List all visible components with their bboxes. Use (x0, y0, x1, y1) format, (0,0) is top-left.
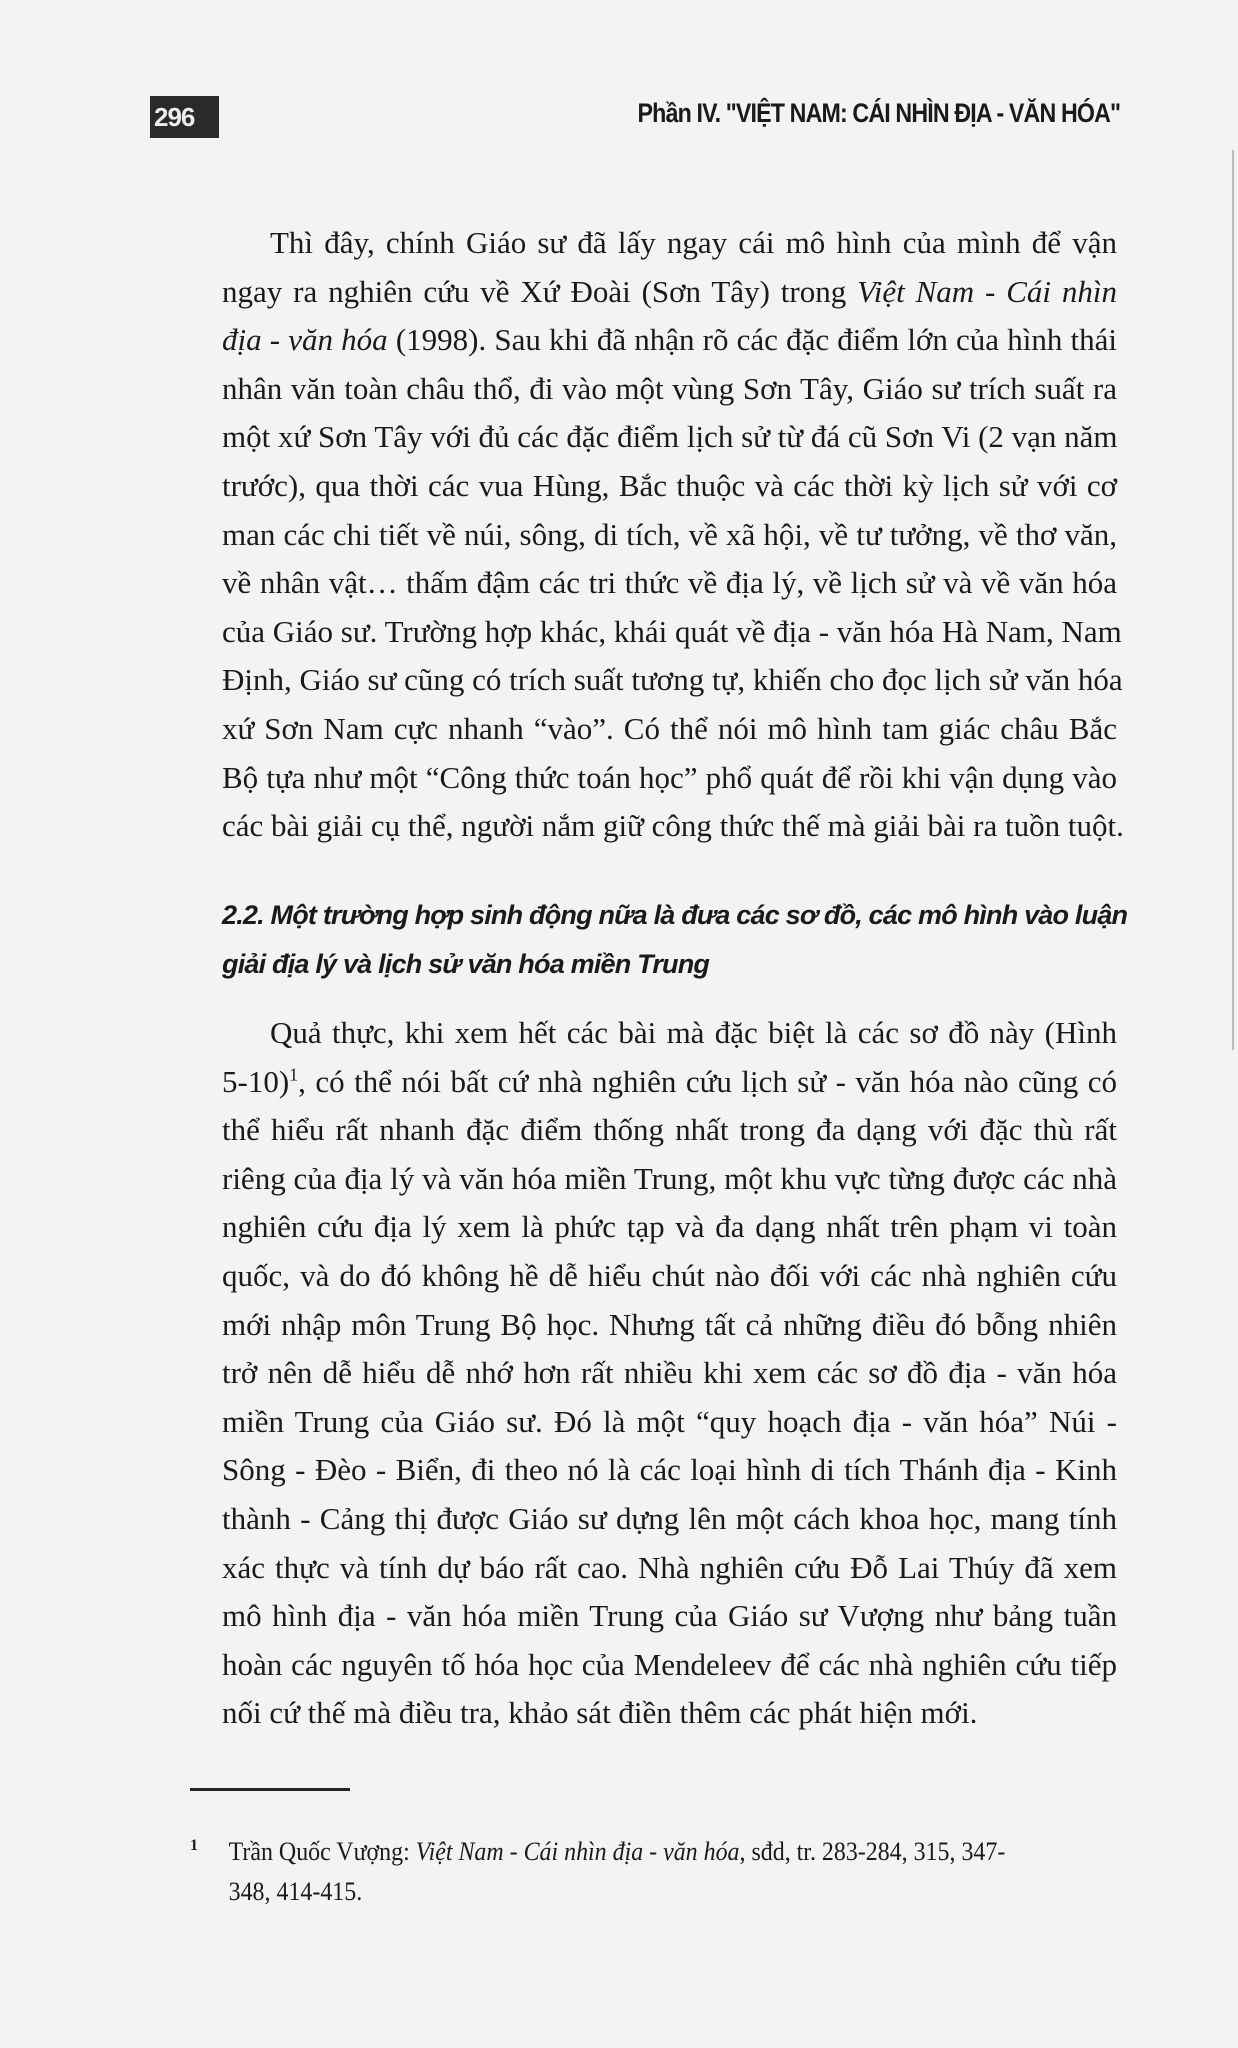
footnote-ref: , sđd, tr. 283-284, 315, 347- (739, 1837, 1006, 1866)
text-line (222, 940, 1117, 989)
text-segment: một xứ Sơn Tây với đủ các đặc điểm lịch sử từ đá cũ Sơn Vi (2 vạn năm (222, 419, 1118, 455)
text-line (222, 559, 1117, 608)
text-segment: địa - văn hóa (222, 322, 388, 358)
text-segment: hoàn các nguyên tố hóa học của Mendeleev để các nhà nghiên cứu tiếp (222, 1646, 1117, 1682)
text-segment: xứ Sơn Nam cực nhanh “vào”. Có thể nói mô hình tam giác châu Bắc (222, 710, 1117, 746)
footnote (190, 1832, 1115, 1912)
text-line (222, 1544, 1117, 1593)
text-line (222, 754, 1117, 803)
text-segment: mới nhập môn Trung Bộ học. Nhưng tất cả những điều đó bỗng nhiên (222, 1306, 1117, 1342)
text-line (222, 1446, 1117, 1495)
text-segment: nhân văn toàn châu thổ, đi vào một vùng Sơn Tây, Giáo sư trích suất ra (222, 370, 1117, 406)
page-edge-shadow (1232, 150, 1234, 1050)
page-number: 296 (150, 96, 219, 138)
text-line (222, 268, 1117, 317)
text-segment: Định, Giáo sư cũng có trích suất tương tự, khiến cho đọc lịch sử văn hóa (222, 662, 1123, 698)
text-line (222, 1009, 1117, 1058)
text-segment: giải địa lý và lịch sử văn hóa miền Trung (222, 948, 710, 979)
text-line (222, 413, 1117, 462)
text-segment: xác thực và tính dự báo rất cao. Nhà nghiên cứu Đỗ Lai Thúy đã xem (222, 1549, 1117, 1585)
text-line (222, 219, 1117, 268)
text-segment: man các chi tiết về núi, sông, di tích, về xã hội, về tư tưởng, về thơ văn, (222, 516, 1117, 552)
text-segment: về nhân vật… thấm đậm các tri thức về địa lý, về lịch sử và về văn hóa (222, 565, 1117, 601)
text-segment: Việt Nam - Cái nhìn (857, 273, 1117, 309)
text-line (222, 1058, 1117, 1107)
footnote-marker: 1 (190, 1837, 198, 1854)
text-segment: Bộ tựa như một “Công thức toán học” phổ quát để rồi khi vận dụng vào (222, 759, 1117, 795)
text-line (222, 891, 1128, 940)
footnote-title: Việt Nam - Cái nhìn địa - văn hóa (415, 1837, 740, 1866)
text-segment: Quả thực, khi xem hết các bài mà đặc biệt là các sơ đồ này (Hình (270, 1015, 1117, 1050)
text-segment: trở nên dễ hiểu dễ nhớ hơn rất nhiều khi xem các sơ đồ địa - văn hóa (222, 1355, 1117, 1391)
text-line (222, 365, 1117, 414)
text-line (222, 511, 1117, 560)
text-segment: Thì đây, chính Giáo sư đã lấy ngay cái mô hình của mình để vận (270, 225, 1117, 260)
text-segment: (1998). Sau khi đã nhận rõ các đặc điểm lớn của hình thái (387, 322, 1117, 358)
text-line (222, 1155, 1117, 1204)
text-segment: thể hiểu rất nhanh đặc điểm thống nhất trong đa dạng với đặc thù rất (222, 1112, 1117, 1148)
section-heading (222, 891, 1128, 988)
text-segment: ngay ra nghiên cứu về Xứ Đoài (Sơn Tây) trong (222, 273, 858, 309)
text-segment: nghiên cứu địa lý xem là phức tạp và đa dạng nhất trên phạm vi toàn (222, 1209, 1117, 1245)
text-segment: nối cứ thế mà điều tra, khảo sát điền thêm các phát hiện mới. (222, 1695, 978, 1731)
text-line (222, 656, 1123, 705)
text-segment: miền Trung của Giáo sư. Đó là một “quy hoạch địa - văn hóa” Núi - (222, 1403, 1117, 1439)
footnote-separator (190, 1788, 350, 1791)
text-segment: 5-10) (222, 1063, 290, 1099)
text-line (222, 1301, 1117, 1350)
footnote-author: Trần Quốc Vượng: (228, 1837, 416, 1866)
text-segment: quốc, và do đó không hề dễ hiểu chút nào đối với các nhà nghiên cứu (222, 1257, 1117, 1293)
text-line (222, 1641, 1117, 1690)
text-line (222, 608, 1122, 657)
text-line (222, 1398, 1117, 1447)
text-line (222, 705, 1117, 754)
text-segment: Sông - Đèo - Biển, đi theo nó là các loại hình di tích Thánh địa - Kinh (222, 1452, 1117, 1488)
text-segment: , có thể nói bất cứ nhà nghiên cứu lịch sử - văn hóa nào cũng có (298, 1063, 1117, 1099)
text-segment: trước), qua thời các vua Hùng, Bắc thuộc và các thời kỳ lịch sử với cơ (222, 467, 1117, 503)
text-line (222, 1349, 1117, 1398)
text-line (222, 1689, 1117, 1738)
text-segment: của Giáo sư. Trường hợp khác, khái quát về địa - văn hóa Hà Nam, Nam (222, 613, 1122, 649)
text-line (222, 1252, 1117, 1301)
footnote-reference: 1 (289, 1064, 299, 1085)
text-line (222, 462, 1117, 511)
text-segment: mô hình địa - văn hóa miền Trung của Giáo sư Vượng như bảng tuần (222, 1598, 1117, 1634)
text-line (222, 1203, 1117, 1252)
text-segment: riêng của địa lý và văn hóa miền Trung, một khu vực từng được các nhà (222, 1160, 1117, 1196)
running-title: Phần IV. "VIỆT NAM: CÁI NHÌN ĐỊA - VĂN HÓA" (637, 98, 1120, 128)
text-segment: 2.2. Một trường hợp sinh động nữa là đưa các sơ đồ, các mô hình vào luận (222, 900, 1128, 930)
paragraph-1 (222, 219, 1124, 851)
paragraph-2 (222, 1009, 1117, 1738)
footnote-pages: 348, 414-415. (228, 1877, 363, 1906)
text-line (222, 1495, 1117, 1544)
text-line (222, 802, 1124, 851)
text-line (222, 1106, 1117, 1155)
text-line (222, 1592, 1117, 1641)
text-segment: thành - Cảng thị được Giáo sư dựng lên một cách khoa học, mang tính (222, 1500, 1117, 1536)
text-segment: các bài giải cụ thể, người nắm giữ công thức thế mà giải bài ra tuồn tuột. (222, 808, 1124, 844)
text-line (222, 316, 1117, 365)
